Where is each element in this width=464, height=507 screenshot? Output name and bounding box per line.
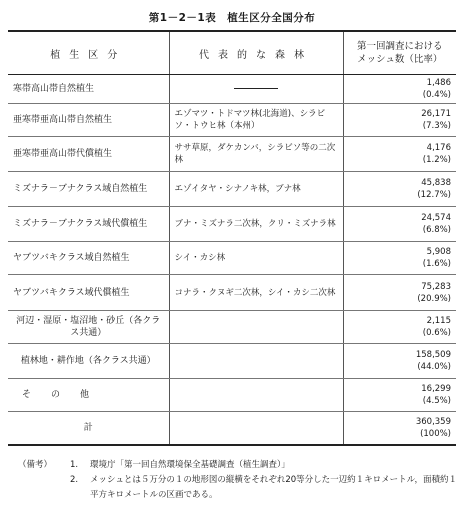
count-value: 1,486 xyxy=(426,78,451,88)
vegetation-class: その他 xyxy=(8,379,169,412)
table-row xyxy=(8,104,456,137)
table-row xyxy=(8,311,456,344)
header-row xyxy=(8,31,456,75)
mesh-count xyxy=(343,344,456,379)
note-number: 2. xyxy=(70,475,79,485)
ratio-value: (44.0%) xyxy=(417,362,451,372)
table-row xyxy=(8,172,456,207)
header-vegetation-class: 植生区分 xyxy=(8,31,169,75)
mesh-count xyxy=(343,275,456,311)
note-text: メッシュとは５万分の１の地形図の縦横をそれぞれ20等分した一辺約１キロメートル，面積約１平方キロメートルの区画である。 xyxy=(90,475,457,500)
dash-mark xyxy=(234,88,278,89)
table-row xyxy=(8,242,456,275)
mesh-count xyxy=(343,242,456,275)
representative-forest: コナラ・クヌギ二次林，シイ・カシ二次林 xyxy=(169,275,343,311)
ratio-value: (7.3%) xyxy=(422,121,451,131)
vegetation-class: 河辺・湿原・塩沼地・砂丘（各クラス共通） xyxy=(8,311,169,344)
mesh-count xyxy=(343,207,456,242)
table-row xyxy=(8,344,456,379)
count-value: 16,299 xyxy=(421,384,451,394)
representative-forest xyxy=(169,75,343,104)
note-item xyxy=(18,458,460,473)
note-number: 1. xyxy=(70,460,79,470)
table-row xyxy=(8,379,456,412)
ratio-value: (1.6%) xyxy=(422,259,451,269)
ratio-value: (20.9%) xyxy=(417,293,451,304)
count-value: 2,115 xyxy=(426,316,451,326)
count-value: 4,176 xyxy=(426,143,451,153)
count-value: 5,908 xyxy=(426,247,451,257)
header-representative-forest: 代表的な森林 xyxy=(169,31,343,75)
ratio-value: (0.4%) xyxy=(422,90,451,100)
ratio-value: (4.5%) xyxy=(422,396,451,406)
vegetation-class: 植林地・耕作地（各クラス共通） xyxy=(8,344,169,379)
vegetation-class: ミズナラ－ブナクラス域代償植生 xyxy=(8,207,169,242)
mesh-count xyxy=(343,104,456,137)
count-value: 45,838 xyxy=(421,178,451,188)
ratio-value: (6.8%) xyxy=(422,225,451,235)
table-row xyxy=(8,75,456,104)
header-mesh-count-line2: メッシュ数（比率） xyxy=(357,54,443,65)
note-text: 環境庁「第一回自然環境保全基礎調査（植生調査）」 xyxy=(90,460,290,470)
vegetation-class: 寒帯高山帯自然植生 xyxy=(8,75,169,104)
ratio-value: (100%) xyxy=(420,428,451,439)
vegetation-class: 亜寒帯亜高山帯代償植生 xyxy=(8,137,169,172)
header-mesh-count-line1: 第一回調査における xyxy=(356,41,443,52)
table-row xyxy=(8,137,456,172)
vegetation-class: ミズナラ－ブナクラス域自然植生 xyxy=(8,172,169,207)
total-label: 計 xyxy=(8,412,169,445)
table-title: 第1－2－1表 植生区分全国分布 xyxy=(148,12,316,24)
mesh-count xyxy=(343,172,456,207)
vegetation-class: ヤブツバキクラス域代償植生 xyxy=(8,275,169,311)
mesh-count xyxy=(343,412,456,445)
ratio-value: (1.2%) xyxy=(422,155,451,165)
count-value: 360,359 xyxy=(415,416,451,427)
mesh-count xyxy=(343,311,456,344)
mesh-count xyxy=(343,137,456,172)
mesh-count xyxy=(343,75,456,104)
vegetation-class: 亜寒帯亜高山帯自然植生 xyxy=(8,104,169,137)
ratio-value: (0.6%) xyxy=(422,328,451,338)
representative-forest: シイ・カシ林 xyxy=(169,242,343,275)
table-row xyxy=(8,207,456,242)
notes-label: （備考） xyxy=(18,460,53,470)
total-row xyxy=(8,412,456,445)
representative-forest xyxy=(169,311,343,344)
representative-forest xyxy=(169,344,343,379)
representative-forest: ブナ・ミズナラ二次林，クリ・ミズナラ林 xyxy=(169,207,343,242)
representative-forest: エゾマツ・トドマツ林(北海道)、シラビソ・トウヒ林（本州） xyxy=(169,104,343,137)
mesh-count xyxy=(343,379,456,412)
representative-forest: ササ草原，ダケカンバ，シラビソ等の二次林 xyxy=(169,137,343,172)
note-item xyxy=(18,473,460,503)
vegetation-table xyxy=(8,30,456,446)
header-mesh-count xyxy=(343,31,456,75)
count-value: 24,574 xyxy=(421,213,451,223)
representative-forest xyxy=(169,412,343,445)
table-row xyxy=(8,275,456,311)
ratio-value: (12.7%) xyxy=(417,190,451,200)
vegetation-class: ヤブツバキクラス域自然植生 xyxy=(8,242,169,275)
count-value: 158,509 xyxy=(415,350,451,360)
notes xyxy=(18,458,460,503)
count-value: 26,171 xyxy=(421,109,451,119)
count-value: 75,283 xyxy=(421,281,451,292)
representative-forest: エゾイタヤ・シナノキ林，ブナ林 xyxy=(169,172,343,207)
representative-forest xyxy=(169,379,343,412)
